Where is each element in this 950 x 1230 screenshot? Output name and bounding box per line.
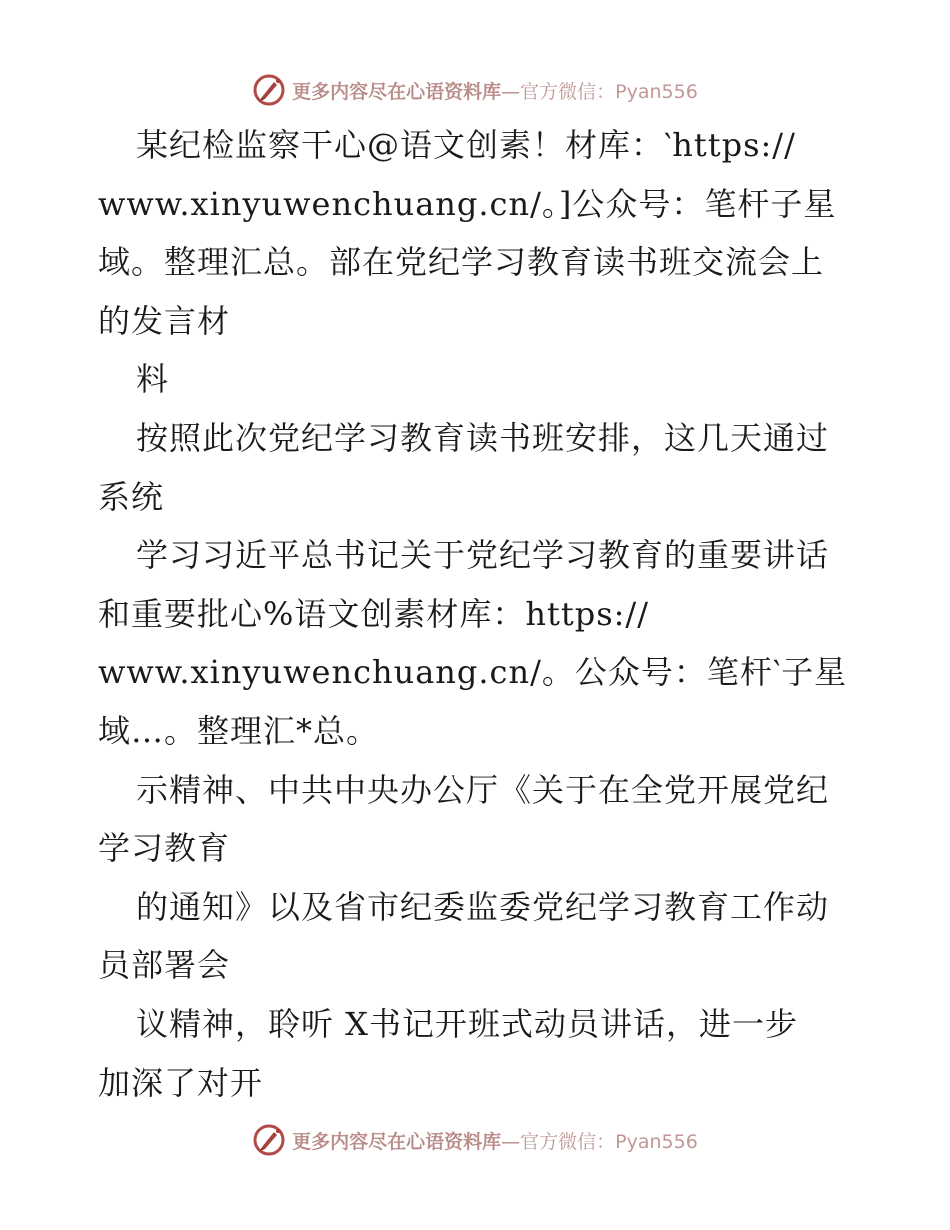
text-line: 某纪检监察干心@语文创素！材库：‵https://: [136, 126, 796, 164]
text-line: 料: [136, 360, 170, 399]
text-line: 学习习近平总书记关于党纪学习教育的重要讲话: [136, 536, 830, 575]
text-line: www.xinyuwenchuang.cn/。公众号：笔杆‵子星: [98, 653, 848, 692]
banner-text: 更多内容尽在心语资料库—官方微信：Pyan556: [292, 80, 698, 103]
text-line: 员部署会: [98, 946, 231, 985]
text-line: 议精神，聆听 X书记开班式动员讲话，进一步: [136, 1004, 798, 1043]
pen-nib-circle-icon: [252, 1123, 286, 1157]
banner-text: 更多内容尽在心语资料库—官方微信：Pyan556: [292, 1130, 698, 1153]
pen-nib-circle-icon: [252, 73, 286, 107]
text-line: 的发言材: [98, 301, 231, 340]
document-body: [98, 116, 858, 1112]
text-line: www.xinyuwenchuang.cn/。]公众号：笔杆子星: [98, 184, 837, 223]
text-line: 域。整理汇总。部在党纪学习教育读书班交流会上: [98, 243, 825, 282]
header-banner: [0, 70, 950, 110]
text-line: 学习教育: [98, 829, 231, 868]
text-line: 加深了对开: [98, 1063, 264, 1102]
text-line: 系统: [98, 477, 165, 516]
footer-banner: [0, 1120, 950, 1160]
text-line: 域…。整理汇*总。: [98, 711, 380, 750]
text-line: 的通知》以及省市纪委监委党纪学习教育工作动: [136, 887, 830, 926]
text-line: 按照此次党纪学习教育读书班安排，这几天通过: [136, 418, 830, 457]
text-line: 和重要批心%语文创素材库：https://: [98, 594, 649, 633]
text-line: 示精神、中共中央办公厅《关于在全党开展党纪: [136, 770, 830, 809]
